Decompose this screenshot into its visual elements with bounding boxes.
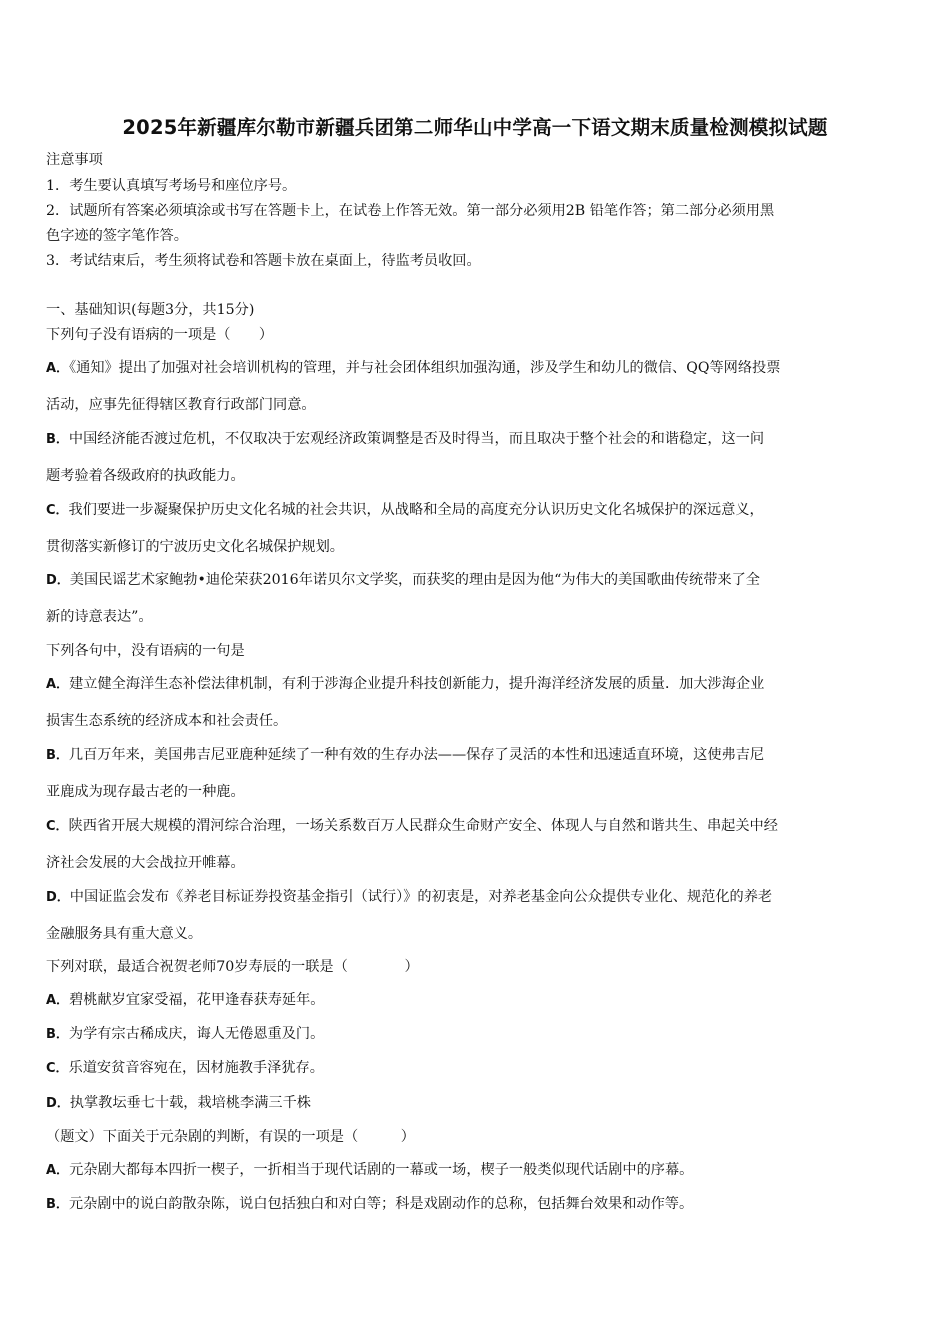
option-b	[46, 1024, 908, 1045]
option-label: A．	[46, 361, 70, 376]
notice-item: 1．考生要认真填写考场号和座位序号。	[46, 178, 297, 194]
option-a	[46, 358, 908, 379]
option-label: D．	[46, 573, 70, 588]
notice-item: 色字迹的签字笔作答。	[46, 228, 188, 244]
option-label: B．	[46, 1027, 69, 1042]
option-a	[46, 990, 908, 1011]
option-c	[46, 1058, 908, 1079]
option-label: D．	[46, 1096, 70, 1111]
option-label: B．	[46, 432, 69, 447]
option-label: C．	[46, 503, 69, 518]
question-stem: 下列句子没有语病的一项是（ ）	[46, 327, 274, 343]
notice-item: 3．考试结束后，考生须将试卷和答题卡放在桌面上，待监考员收回。	[46, 253, 481, 269]
option-c	[46, 500, 908, 521]
option-text: 执掌教坛垂七十载，栽培桃李满三千株	[69, 1095, 311, 1111]
option-text-cont: 济社会发展的大会战拉开帷幕。	[46, 855, 245, 871]
option-d	[46, 887, 908, 908]
question-stem: 下列对联，最适合祝贺老师70岁寿辰的一联是（ ）	[46, 959, 419, 975]
section-heading: 一、基础知识(每题3分，共15分)	[46, 302, 255, 318]
option-a	[46, 674, 908, 695]
option-b	[46, 429, 908, 450]
option-text: 建立健全海洋生态补偿法律机制，有利于涉海企业提升科技创新能力，提升海洋经济发展的质量．加大涉海企业	[69, 676, 765, 692]
option-text: 陕西省开展大规模的渭河综合治理，一场关系数百万人民群众生命财产安全、体现人与自然和谐共生、串起关中经	[68, 818, 778, 834]
option-text: 美国民谣艺术家鲍勃•迪伦荣获2016年诺贝尔文学奖，而获奖的理由是因为他“为伟大的美国歌曲传统带来了全	[69, 572, 760, 588]
option-text: 乐道安贫音容宛在，因材施教手泽犹存。	[68, 1060, 324, 1076]
option-text: 元杂剧中的说白韵散杂陈，说白包括独白和对白等；科是戏剧动作的总称，包括舞台效果和动作等。	[68, 1196, 694, 1212]
option-text: 《通知》提出了加强对社会培训机构的管理，并与社会团体组织加强沟通，涉及学生和幼儿的微信、QQ等网络投票	[69, 360, 781, 376]
option-label: B．	[46, 748, 69, 763]
page-title: 2025年新疆库尔勒市新疆兵团第二师华山中学高一下语文期末质量检测模拟试题	[122, 116, 828, 139]
option-text-cont: 损害生态系统的经济成本和社会责任。	[46, 713, 288, 729]
option-d	[46, 1093, 908, 1114]
option-text: 中国证监会发布《养老目标证券投资基金指引（试行）》的初衷是，对养老基金向公众提供专业化、规范化的养老	[69, 889, 773, 905]
option-label: B．	[46, 1197, 69, 1212]
option-c	[46, 816, 908, 837]
option-text-cont: 活动，应事先征得辖区教育行政部门同意。	[46, 397, 316, 413]
option-text-cont: 亚鹿成为现存最古老的一种鹿。	[46, 784, 245, 800]
option-label: C．	[46, 1061, 69, 1076]
option-text-cont: 贯彻落实新修订的宁波历史文化名城保护规划。	[46, 539, 344, 555]
option-label: A．	[46, 677, 70, 692]
option-text-cont: 题考验着各级政府的执政能力。	[46, 468, 245, 484]
question-stem: （题文）下面关于元杂剧的判断，有误的一项是（ ）	[46, 1129, 415, 1145]
option-label: D．	[46, 890, 70, 905]
option-text: 碧桃献岁宜家受福，花甲逢春获寿延年。	[69, 992, 325, 1008]
option-b	[46, 745, 908, 766]
option-text: 中国经济能否渡过危机，不仅取决于宏观经济政策调整是否及时得当，而且取决于整个社会的和谐稳定，这一问	[68, 431, 765, 447]
option-label: A．	[46, 993, 70, 1008]
option-text: 几百万年来，美国弗吉尼亚鹿种延续了一种有效的生存办法——保存了灵活的本性和迅速适直环境，这使弗吉尼	[68, 747, 765, 763]
option-text-cont: 金融服务具有重大意义。	[46, 926, 203, 942]
notice-item: 2．试题所有答案必须填涂或书写在答题卡上，在试卷上作答无效。第一部分必须用2B 铅笔作答；第二部分必须用黑	[46, 203, 775, 219]
option-text: 为学有宗古稀成庆，诲人无倦恩重及门。	[68, 1026, 325, 1042]
option-b	[46, 1194, 908, 1215]
option-label: A．	[46, 1163, 70, 1178]
option-label: C．	[46, 819, 69, 834]
option-a	[46, 1160, 908, 1181]
option-text-cont: 新的诗意表达”。	[46, 609, 153, 625]
question-stem: 下列各句中，没有语病的一句是	[46, 643, 245, 659]
option-d	[46, 570, 908, 591]
option-text: 元杂剧大都每本四折一楔子，一折相当于现代话剧的一幕或一场，楔子一般类似现代话剧中的序幕。	[69, 1162, 694, 1178]
option-text: 我们要进一步凝聚保护历史文化名城的社会共识，从战略和全局的高度充分认识历史文化名城保护的深远意义，	[68, 502, 764, 518]
notice-heading: 注意事项	[46, 152, 103, 168]
